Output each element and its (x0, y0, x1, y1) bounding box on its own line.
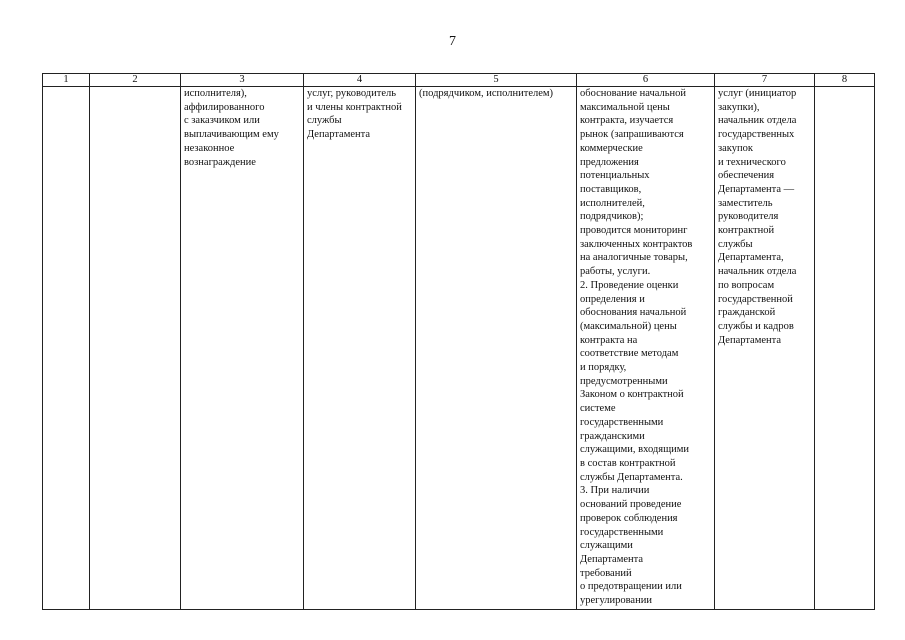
cell-col-6: обоснование начальной максимальной цены контракта, изучается рынок (запрашиваются коммерческие предложения потенциальных поставщиков, исполнителей, подрядчиков); проводится мониторинг заключенных контрактов на аналогичные товары, работы, услуги. 2. Проведение оценки определения и обоснования начальной (максимальной) цены контракта на соответствие методам и порядку, предусмотренными Законом о контрактной системе государственными гражданскими служащими, входящими в состав контрактной службы Департамента. 3. При наличии оснований проведение проверок соблюдения государственными служащими Департамента требований о предотвращении или урегулировании (577, 87, 715, 610)
column-number-7: 7 (715, 74, 815, 87)
column-number-8: 8 (815, 74, 875, 87)
cell-col-7: услуг (инициатор закупки), начальник отдела государственных закупок и технического обеспечения Департамента — заместитель руководителя контрактной службы Департамента, начальник отдела по вопросам государственной гражданской службы и кадров Департамента (715, 87, 815, 610)
continuation-table (42, 73, 875, 610)
column-number-row (43, 74, 875, 87)
column-number-2: 2 (90, 74, 181, 87)
cell-col-2 (90, 87, 181, 610)
column-number-4: 4 (304, 74, 416, 87)
page-number: 7 (449, 34, 456, 49)
column-number-5: 5 (416, 74, 577, 87)
column-number-6: 6 (577, 74, 715, 87)
table-row (43, 87, 875, 610)
column-number-3: 3 (181, 74, 304, 87)
cell-col-5: (подрядчиком, исполнителем) (416, 87, 577, 610)
cell-col-3: исполнителя), аффилированного с заказчиком или выплачивающим ему незаконное вознаграждение (181, 87, 304, 610)
cell-col-8 (815, 87, 875, 610)
column-number-1: 1 (43, 74, 90, 87)
cell-col-1 (43, 87, 90, 610)
cell-col-4: услуг, руководитель и члены контрактной службы Департамента (304, 87, 416, 610)
